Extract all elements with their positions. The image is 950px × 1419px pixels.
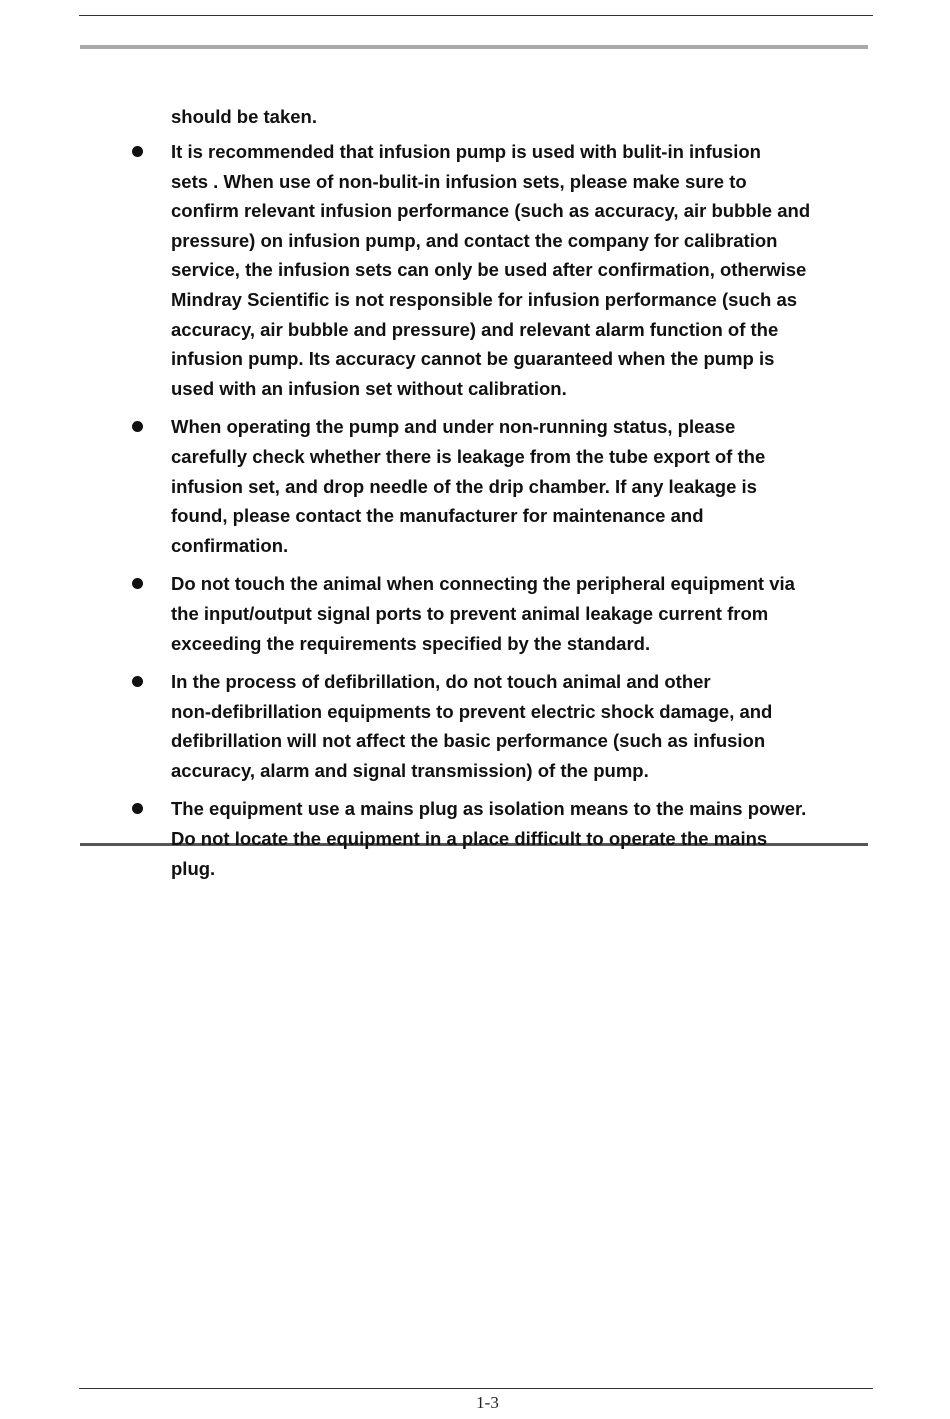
bullet-item <box>80 794 868 883</box>
bullet-line: infusion pump. Its accuracy cannot be guaranteed when the pump is <box>171 348 775 370</box>
bullet-item <box>80 569 868 658</box>
bullet-item <box>80 667 868 785</box>
bullet-line: It is recommended that infusion pump is used with bulit-in infusion <box>171 141 761 162</box>
bullet-line: Mindray Scientific is not responsible for infusion performance (such as <box>171 288 798 310</box>
bullet-dot-icon <box>132 676 143 687</box>
bullet-line: used with an infusion set without calibration. <box>171 377 567 399</box>
bullet-line: confirm relevant infusion performance (such as accuracy, air bubble and <box>171 200 811 222</box>
bullet-line: pressure) on infusion pump, and contact the company for calibration <box>171 229 778 251</box>
bullet-line: plug. <box>171 857 216 879</box>
bullet-dot-icon <box>132 578 143 589</box>
bullet-line: When operating the pump and under non-running status, please <box>171 416 736 438</box>
bullet-line: confirmation. <box>171 534 289 556</box>
bullet-dot-icon <box>132 803 143 814</box>
bullet-line: sets . When use of non-bulit-in infusion sets, please make sure to <box>171 170 747 192</box>
bullet-line: non-defibrillation equipments to prevent electric shock damage, and <box>171 700 773 722</box>
bullet-dot-icon <box>132 146 143 157</box>
bullet-line: found, please contact the manufacturer for maintenance and <box>171 505 704 527</box>
warning-box <box>80 45 868 879</box>
bullet-line: In the process of defibrillation, do not touch animal and other <box>171 671 711 693</box>
bullet-line: accuracy, alarm and signal transmission) of the pump. <box>171 759 649 781</box>
bullet-line: the input/output signal ports to prevent animal leakage current from <box>171 602 769 624</box>
bullet-line: carefully check whether there is leakage from the tube export of the <box>171 445 766 467</box>
header-rule <box>79 15 873 16</box>
warning-bullet-list <box>80 137 868 892</box>
bullet-line: Do not touch the animal when connecting the peripheral equipment via <box>171 573 795 595</box>
bullet-line: Do not locate the equipment in a place difficult to operate the mains <box>171 828 768 850</box>
footer-rule <box>79 1388 873 1389</box>
bullet-dot-icon <box>132 421 143 432</box>
bullet-line: The equipment use a mains plug as isolation means to the mains power. <box>171 798 807 820</box>
bullet-item <box>80 137 868 403</box>
bullet-line: defibrillation will not affect the basic performance (such as infusion <box>171 730 766 752</box>
page-number: 1-3 <box>476 1393 499 1412</box>
bullet-item <box>80 412 868 560</box>
bullet-line: accuracy, air bubble and pressure) and relevant alarm function of the <box>171 318 779 340</box>
bullet-line: service, the infusion sets can only be used after confirmation, otherwise <box>171 259 807 281</box>
continuation-text: should be taken. <box>171 106 317 127</box>
bullet-line: exceeding the requirements specified by the standard. <box>171 632 651 654</box>
bullet-line: infusion set, and drop needle of the drip chamber. If any leakage is <box>171 475 757 497</box>
